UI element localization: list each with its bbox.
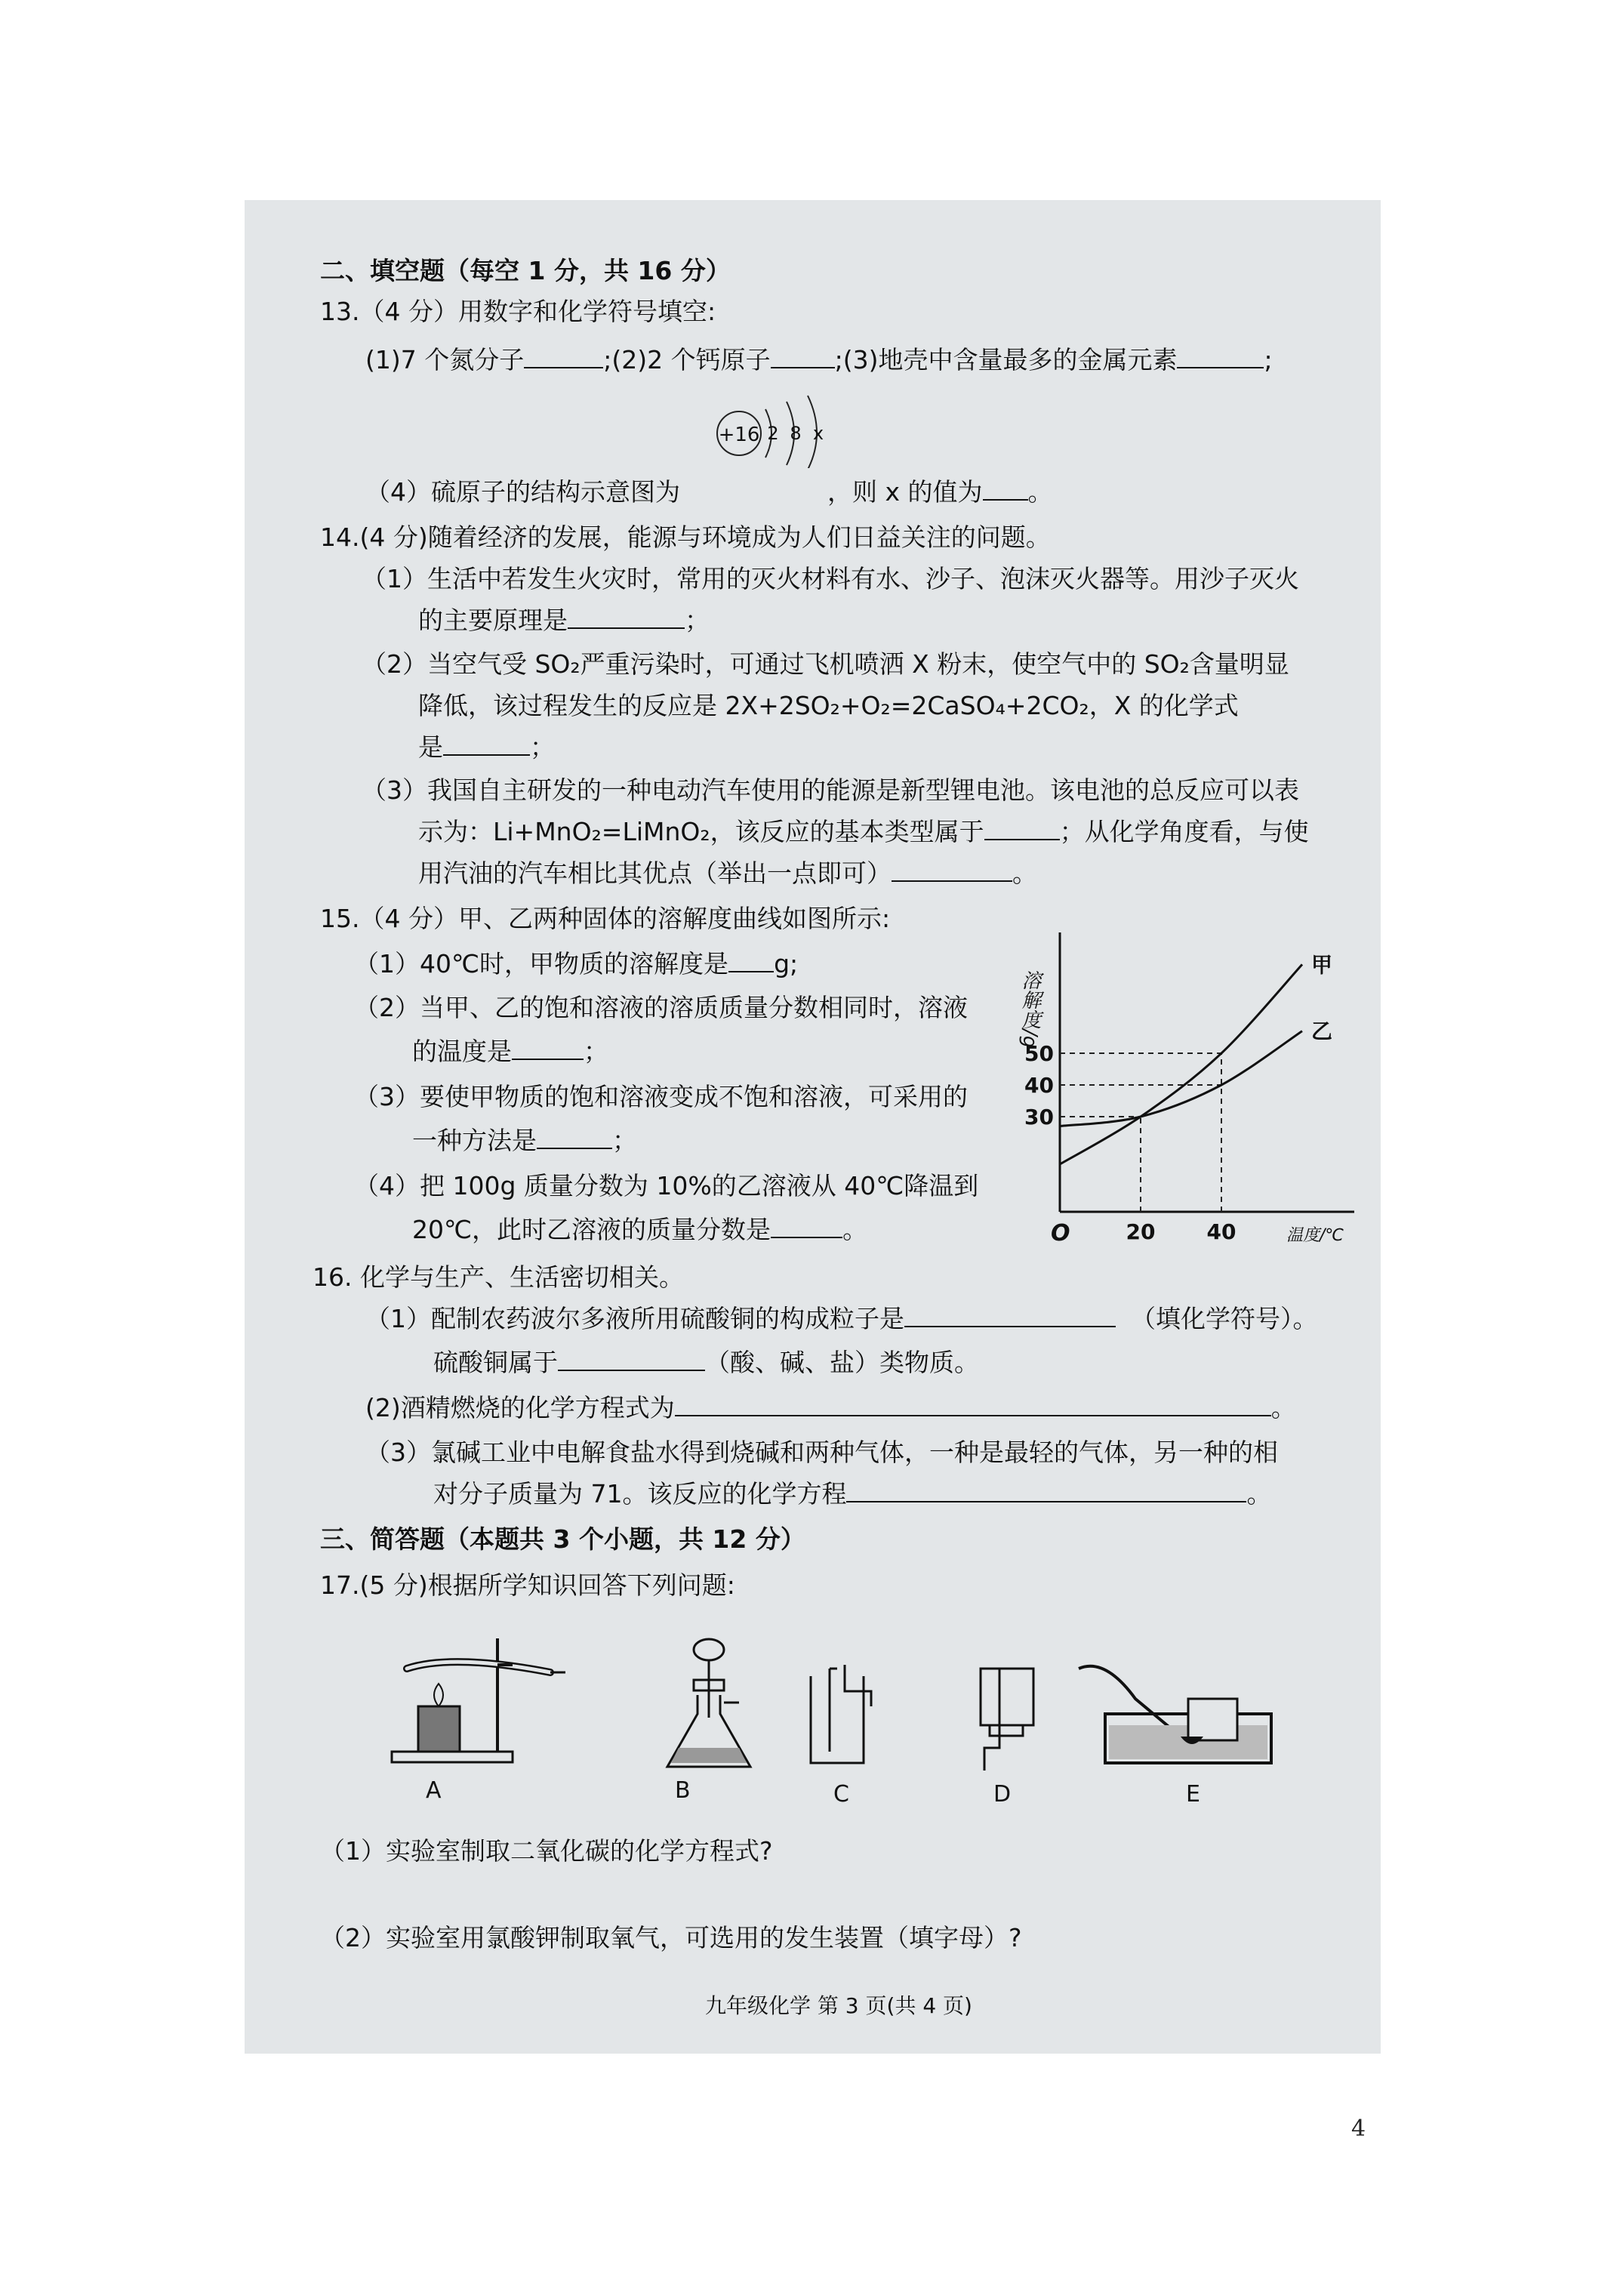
apparatus-label-d: D — [993, 1781, 1012, 1808]
answer-blank[interactable] — [904, 1303, 1116, 1327]
apparatus-b-flask-funnel — [656, 1635, 762, 1778]
q13-title: 13.（4 分）用数字和化学符号填空: — [320, 297, 716, 326]
q16-line3-text: (2)酒精燃烧的化学方程式为 — [365, 1393, 675, 1422]
q15-line1-unit: g; — [774, 949, 799, 978]
q13-part4a: （4）硫原子的结构示意图为 — [365, 477, 680, 507]
answer-blank[interactable] — [568, 605, 685, 629]
q16-line2-text: 硫酸铜属于 — [433, 1348, 558, 1377]
q13-row4 — [365, 476, 1053, 509]
section-3-title: 三、简答题（本题共 3 个小题，共 12 分） — [320, 1524, 805, 1554]
q13-end: ; — [1264, 345, 1273, 374]
q16-line5-end: 。 — [1246, 1479, 1272, 1509]
atom-nucleus-label: +16 — [718, 424, 760, 446]
q16-line1-text: （1）配制农药波尔多液所用硫酸铜的构成粒子是 — [365, 1304, 904, 1333]
atom-shell-1: 2 — [767, 423, 779, 444]
q13-part4c: 。 — [1027, 477, 1053, 507]
answer-blank[interactable] — [846, 1478, 1246, 1502]
answer-blank[interactable] — [771, 344, 835, 368]
q14-line3: （2）当空气受 SO₂严重污染时，可通过飞机喷洒 X 粉末，使空气中的 SO₂含量明显 — [362, 649, 1289, 679]
answer-blank[interactable] — [537, 1125, 612, 1149]
q14-line2 — [418, 604, 710, 637]
q13-part3: ;(3)地壳中含量最多的金属元素 — [834, 345, 1178, 374]
q14-line7-text: 示为：Li+MnO₂=LiMnO₂，该反应的基本类型属于 — [418, 817, 984, 846]
q14-line6: （3）我国自主研发的一种电动汽车使用的能源是新型锂电池。该电池的总反应可以表 — [362, 775, 1299, 805]
solubility-curve-chart — [999, 917, 1362, 1250]
x-tick-label-20: 20 — [1126, 1219, 1156, 1244]
q15-title: 15.（4 分）甲、乙两种固体的溶解度曲线如图所示: — [320, 904, 891, 933]
q17-sub2: （2）实验室用氯酸钾制取氧气，可选用的发生装置（填字母）? — [320, 1923, 1022, 1952]
answer-blank[interactable] — [728, 948, 774, 972]
x-axis-label: 温度/℃ — [1286, 1226, 1344, 1245]
q16-line2 — [433, 1346, 979, 1379]
q16-line3-end: 。 — [1270, 1393, 1296, 1422]
q14-line8 — [418, 857, 1037, 890]
q14-title: 14.(4 分)随着经济的发展，能源与环境成为人们日益关注的问题。 — [320, 522, 1051, 552]
q14-line2-end: ； — [685, 606, 710, 635]
q17-sub1: （1）实验室制取二氧化碳的化学方程式? — [320, 1836, 773, 1866]
atom-shell-3: x — [812, 423, 824, 444]
answer-blank[interactable] — [892, 858, 1012, 882]
answer-blank[interactable] — [443, 732, 530, 756]
q14-line5 — [418, 731, 555, 764]
q15-line3 — [412, 1035, 608, 1068]
q15-line7-end: 。 — [842, 1215, 868, 1244]
q16-line3 — [365, 1391, 1296, 1425]
series-label-jia: 甲 — [1311, 952, 1333, 978]
page-footer: 九年级化学 第 3 页(共 4 页) — [705, 1993, 972, 2018]
scanned-exam-page — [245, 200, 1381, 2054]
q16-line5-text: 对分子质量为 71。该反应的化学方程 — [433, 1479, 847, 1509]
q16-title: 16. 化学与生产、生活密切相关。 — [313, 1262, 684, 1292]
sulfur-atom-diagram — [705, 385, 856, 468]
apparatus-a-heating-setup — [384, 1623, 611, 1774]
answer-blank[interactable] — [983, 476, 1028, 501]
q14-line1: （1）生活中若发生火灾时，常用的灭火材料有水、沙子、泡沫灭火器等。用沙子灭火 — [362, 564, 1299, 593]
q13-part4b: ，则 x 的值为 — [827, 477, 983, 507]
q14-line7 — [418, 815, 1309, 849]
series-line-yi — [1060, 1031, 1302, 1126]
q15-line1-text: （1）40℃时，甲物质的溶解度是 — [354, 949, 729, 978]
q14-line5-text: 是 — [418, 732, 443, 762]
q15-line3-text: 的温度是 — [412, 1037, 512, 1066]
section-2-title: 二、填空题（每空 1 分，共 16 分） — [320, 256, 731, 285]
answer-blank[interactable] — [558, 1347, 705, 1371]
q14-line5-end: ； — [530, 732, 555, 762]
atom-shell-2: 8 — [790, 423, 802, 444]
y-axis-label: 溶解度/g — [1018, 970, 1041, 1049]
series-line-jia — [1060, 964, 1302, 1164]
y-tick-label-30: 30 — [1024, 1105, 1054, 1130]
apparatus-d-inverted-bottle — [965, 1661, 1049, 1774]
q15-line3-end: ； — [584, 1037, 608, 1066]
answer-blank[interactable] — [512, 1036, 584, 1060]
q15-line7-text: 20℃，此时乙溶液的质量分数是 — [412, 1215, 771, 1244]
apparatus-label-e: E — [1186, 1781, 1200, 1808]
q15-line6: （4）把 100g 质量分数为 10%的乙溶液从 40℃降温到 — [354, 1171, 979, 1200]
q14-line4: 降低，该过程发生的反应是 2X+2SO₂+O₂=2CaSO₄+2CO₂，X 的化学式 — [418, 691, 1239, 720]
q16-line5 — [433, 1478, 1271, 1511]
x-tick-label-40: 40 — [1206, 1219, 1236, 1244]
q15-line5-text: 一种方法是 — [412, 1126, 537, 1155]
q15-line2: （2）当甲、乙的饱和溶液的溶质质量分数相同时，溶液 — [354, 993, 968, 1022]
q14-line8-end: 。 — [1012, 858, 1037, 888]
answer-blank[interactable] — [1177, 344, 1264, 368]
apparatus-e-water-trough — [1075, 1653, 1301, 1767]
q16-line1 — [365, 1302, 1318, 1336]
answer-blank[interactable] — [984, 816, 1060, 840]
apparatus-label-b: B — [675, 1777, 691, 1804]
q16-line4: （3）氯碱工业中电解食盐水得到烧碱和两种气体，一种是最轻的气体，另一种的相 — [365, 1438, 1278, 1467]
apparatus-c-collection-bottle — [799, 1661, 882, 1774]
q15-line7 — [412, 1213, 867, 1247]
q16-line2-hint: （酸、碱、盐）类物质。 — [705, 1348, 979, 1377]
answer-blank[interactable] — [524, 344, 603, 368]
q17-title: 17.(5 分)根据所学知识回答下列问题: — [320, 1570, 735, 1600]
q14-line2-text: 的主要原理是 — [418, 606, 568, 635]
y-tick-label-50: 50 — [1024, 1041, 1054, 1066]
series-label-yi: 乙 — [1311, 1019, 1333, 1044]
origin-label: O — [1051, 1220, 1070, 1247]
q13-part1: (1)7 个氮分子 — [365, 345, 525, 374]
y-tick-label-40: 40 — [1024, 1073, 1054, 1098]
q14-line8-text: 用汽油的汽车相比其优点（举出一点即可） — [418, 858, 892, 888]
q13-part2: ;(2)2 个钙原子 — [603, 345, 771, 374]
q15-line4: （3）要使甲物质的饱和溶液变成不饱和溶液，可采用的 — [354, 1082, 968, 1111]
q15-line1 — [354, 948, 798, 981]
q14-line7-text-b: ；从化学角度看，与使 — [1059, 817, 1309, 846]
answer-blank[interactable] — [771, 1214, 842, 1238]
q15-line5 — [412, 1124, 637, 1157]
answer-blank[interactable] — [675, 1392, 1271, 1416]
apparatus-label-a: A — [426, 1777, 442, 1804]
apparatus-label-c: C — [833, 1781, 849, 1808]
page-number: 4 — [1351, 2116, 1366, 2142]
q13-row1 — [365, 344, 1273, 377]
q16-line1-hint: （填化学符号）。 — [1131, 1304, 1318, 1333]
q15-line5-end: ； — [612, 1126, 637, 1155]
